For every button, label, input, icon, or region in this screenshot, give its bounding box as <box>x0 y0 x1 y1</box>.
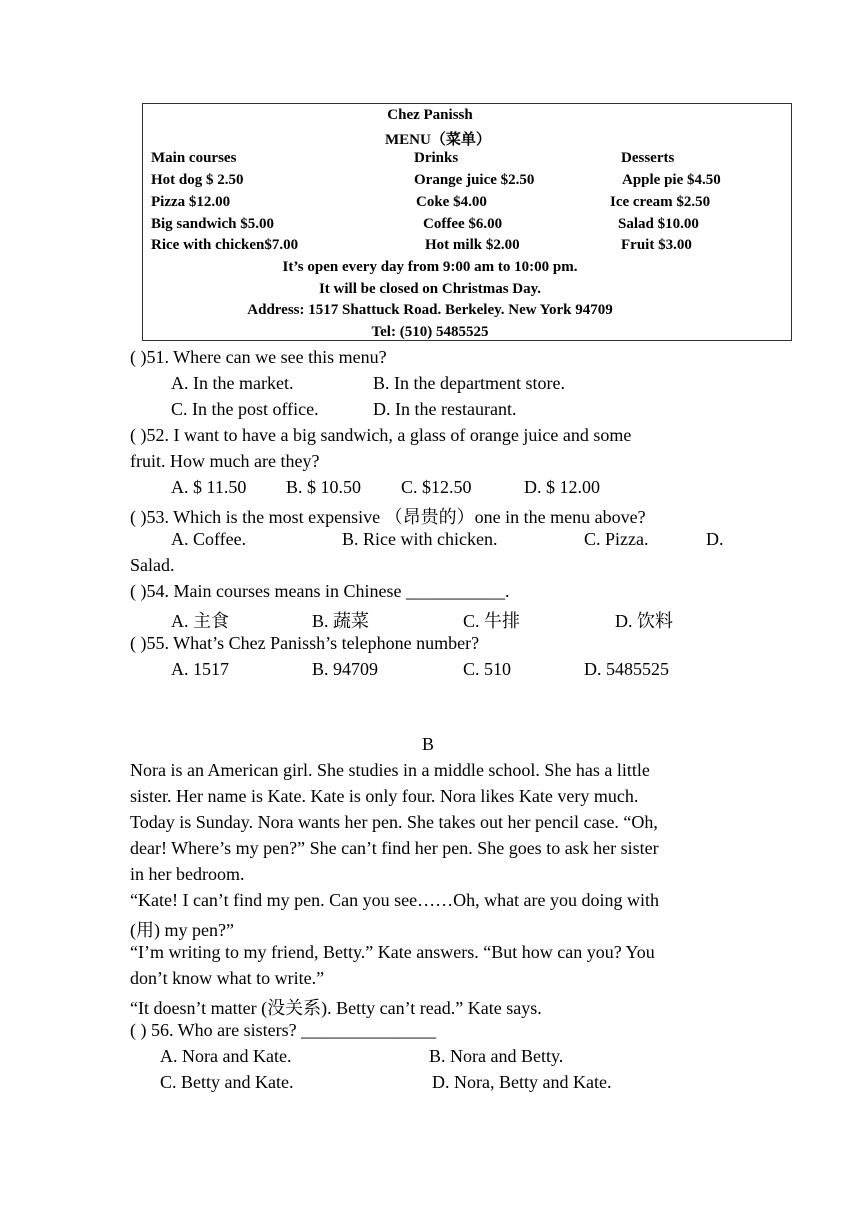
menu-item: Coffee $6.00 <box>423 216 503 232</box>
option-a: A. Nora and Kate. <box>160 1046 292 1066</box>
menu-item: Big sandwich $5.00 <box>151 216 274 232</box>
menu-item: Fruit $3.00 <box>621 237 692 253</box>
option-d: D. $ 12.00 <box>524 477 600 497</box>
option-c: C. In the post office. <box>171 399 319 419</box>
closing-notice: It will be closed on Christmas Day. <box>318 281 542 297</box>
option-d: D. In the restaurant. <box>373 399 517 419</box>
passage-line: “I’m writing to my friend, Betty.” Kate answers. “But how can you? You <box>130 942 655 962</box>
option-c: C. 510 <box>463 659 512 679</box>
option-a: A. $ 11.50 <box>171 477 247 497</box>
option-a: A. Coffee. <box>171 529 247 549</box>
passage-line: (用) my pen?” <box>130 920 234 940</box>
menu-item: Hot dog $ 2.50 <box>151 172 244 188</box>
option-a: A. 1517 <box>171 659 229 679</box>
telephone: Tel: (510) 5485525 <box>371 324 489 340</box>
menu-title: MENU（菜单） <box>385 132 491 148</box>
option-d-cont: Salad. <box>130 555 175 575</box>
option-b: B. 94709 <box>312 659 379 679</box>
menu-item: Apple pie $4.50 <box>622 172 721 188</box>
option-b: B. Rice with chicken. <box>342 529 498 549</box>
header-desserts: Desserts <box>621 150 675 166</box>
opening-hours: It’s open every day from 9:00 am to 10:00 pm. <box>282 259 578 275</box>
passage-line: “It doesn’t matter (没关系). Betty can’t read.” Kate says. <box>130 998 542 1018</box>
option-a: A. 主食 <box>171 611 229 631</box>
option-c: C. Betty and Kate. <box>160 1072 294 1092</box>
menu-item: Orange juice $2.50 <box>414 172 535 188</box>
question-51: ( )51. Where can we see this menu? <box>130 347 387 367</box>
section-heading: B <box>422 734 435 754</box>
passage-line: “Kate! I can’t find my pen. Can you see……Oh, what are you doing with <box>130 890 660 910</box>
option-a: A. In the market. <box>171 373 294 393</box>
menu-item: Rice with chicken$7.00 <box>151 237 299 253</box>
option-d: D. 饮料 <box>615 611 673 631</box>
question-52: ( )52. I want to have a big sandwich, a glass of orange juice and some <box>130 425 632 445</box>
option-d: D. 5485525 <box>584 659 669 679</box>
menu-item: Salad $10.00 <box>618 216 699 232</box>
passage-line: dear! Where’s my pen?” She can’t find her pen. She goes to ask her sister <box>130 838 659 858</box>
option-d: D. <box>706 529 724 549</box>
option-b: B. 蔬菜 <box>312 611 370 631</box>
option-d: D. Nora, Betty and Kate. <box>432 1072 612 1092</box>
passage-line: in her bedroom. <box>130 864 245 884</box>
question-54: ( )54. Main courses means in Chinese ___________. <box>130 581 510 601</box>
passage-line: Nora is an American girl. She studies in a middle school. She has a little <box>130 760 650 780</box>
option-b: B. In the department store. <box>373 373 565 393</box>
address: Address: 1517 Shattuck Road. Berkeley. New York 94709 <box>247 302 613 318</box>
option-c: C. Pizza. <box>584 529 649 549</box>
menu-item: Pizza $12.00 <box>151 194 231 210</box>
menu-item: Ice cream $2.50 <box>610 194 711 210</box>
header-main-courses: Main courses <box>151 150 237 166</box>
option-c: C. 牛排 <box>463 611 521 631</box>
question-53: ( )53. Which is the most expensive （昂贵的）one in the menu above? <box>130 507 646 527</box>
passage-line: sister. Her name is Kate. Kate is only four. Nora likes Kate very much. <box>130 786 639 806</box>
question-52-cont: fruit. How much are they? <box>130 451 320 471</box>
question-56: ( ) 56. Who are sisters? _______________ <box>130 1020 437 1040</box>
option-c: C. $12.50 <box>401 477 472 497</box>
passage-line: Today is Sunday. Nora wants her pen. She takes out her pencil case. “Oh, <box>130 812 658 832</box>
menu-item: Coke $4.00 <box>416 194 487 210</box>
menu-item: Hot milk $2.00 <box>425 237 520 253</box>
header-drinks: Drinks <box>414 150 459 166</box>
option-b: B. Nora and Betty. <box>429 1046 564 1066</box>
question-55: ( )55. What’s Chez Panissh’s telephone number? <box>130 633 480 653</box>
option-b: B. $ 10.50 <box>286 477 362 497</box>
restaurant-name: Chez Panissh <box>387 107 473 123</box>
passage-line: don’t know what to write.” <box>130 968 325 988</box>
